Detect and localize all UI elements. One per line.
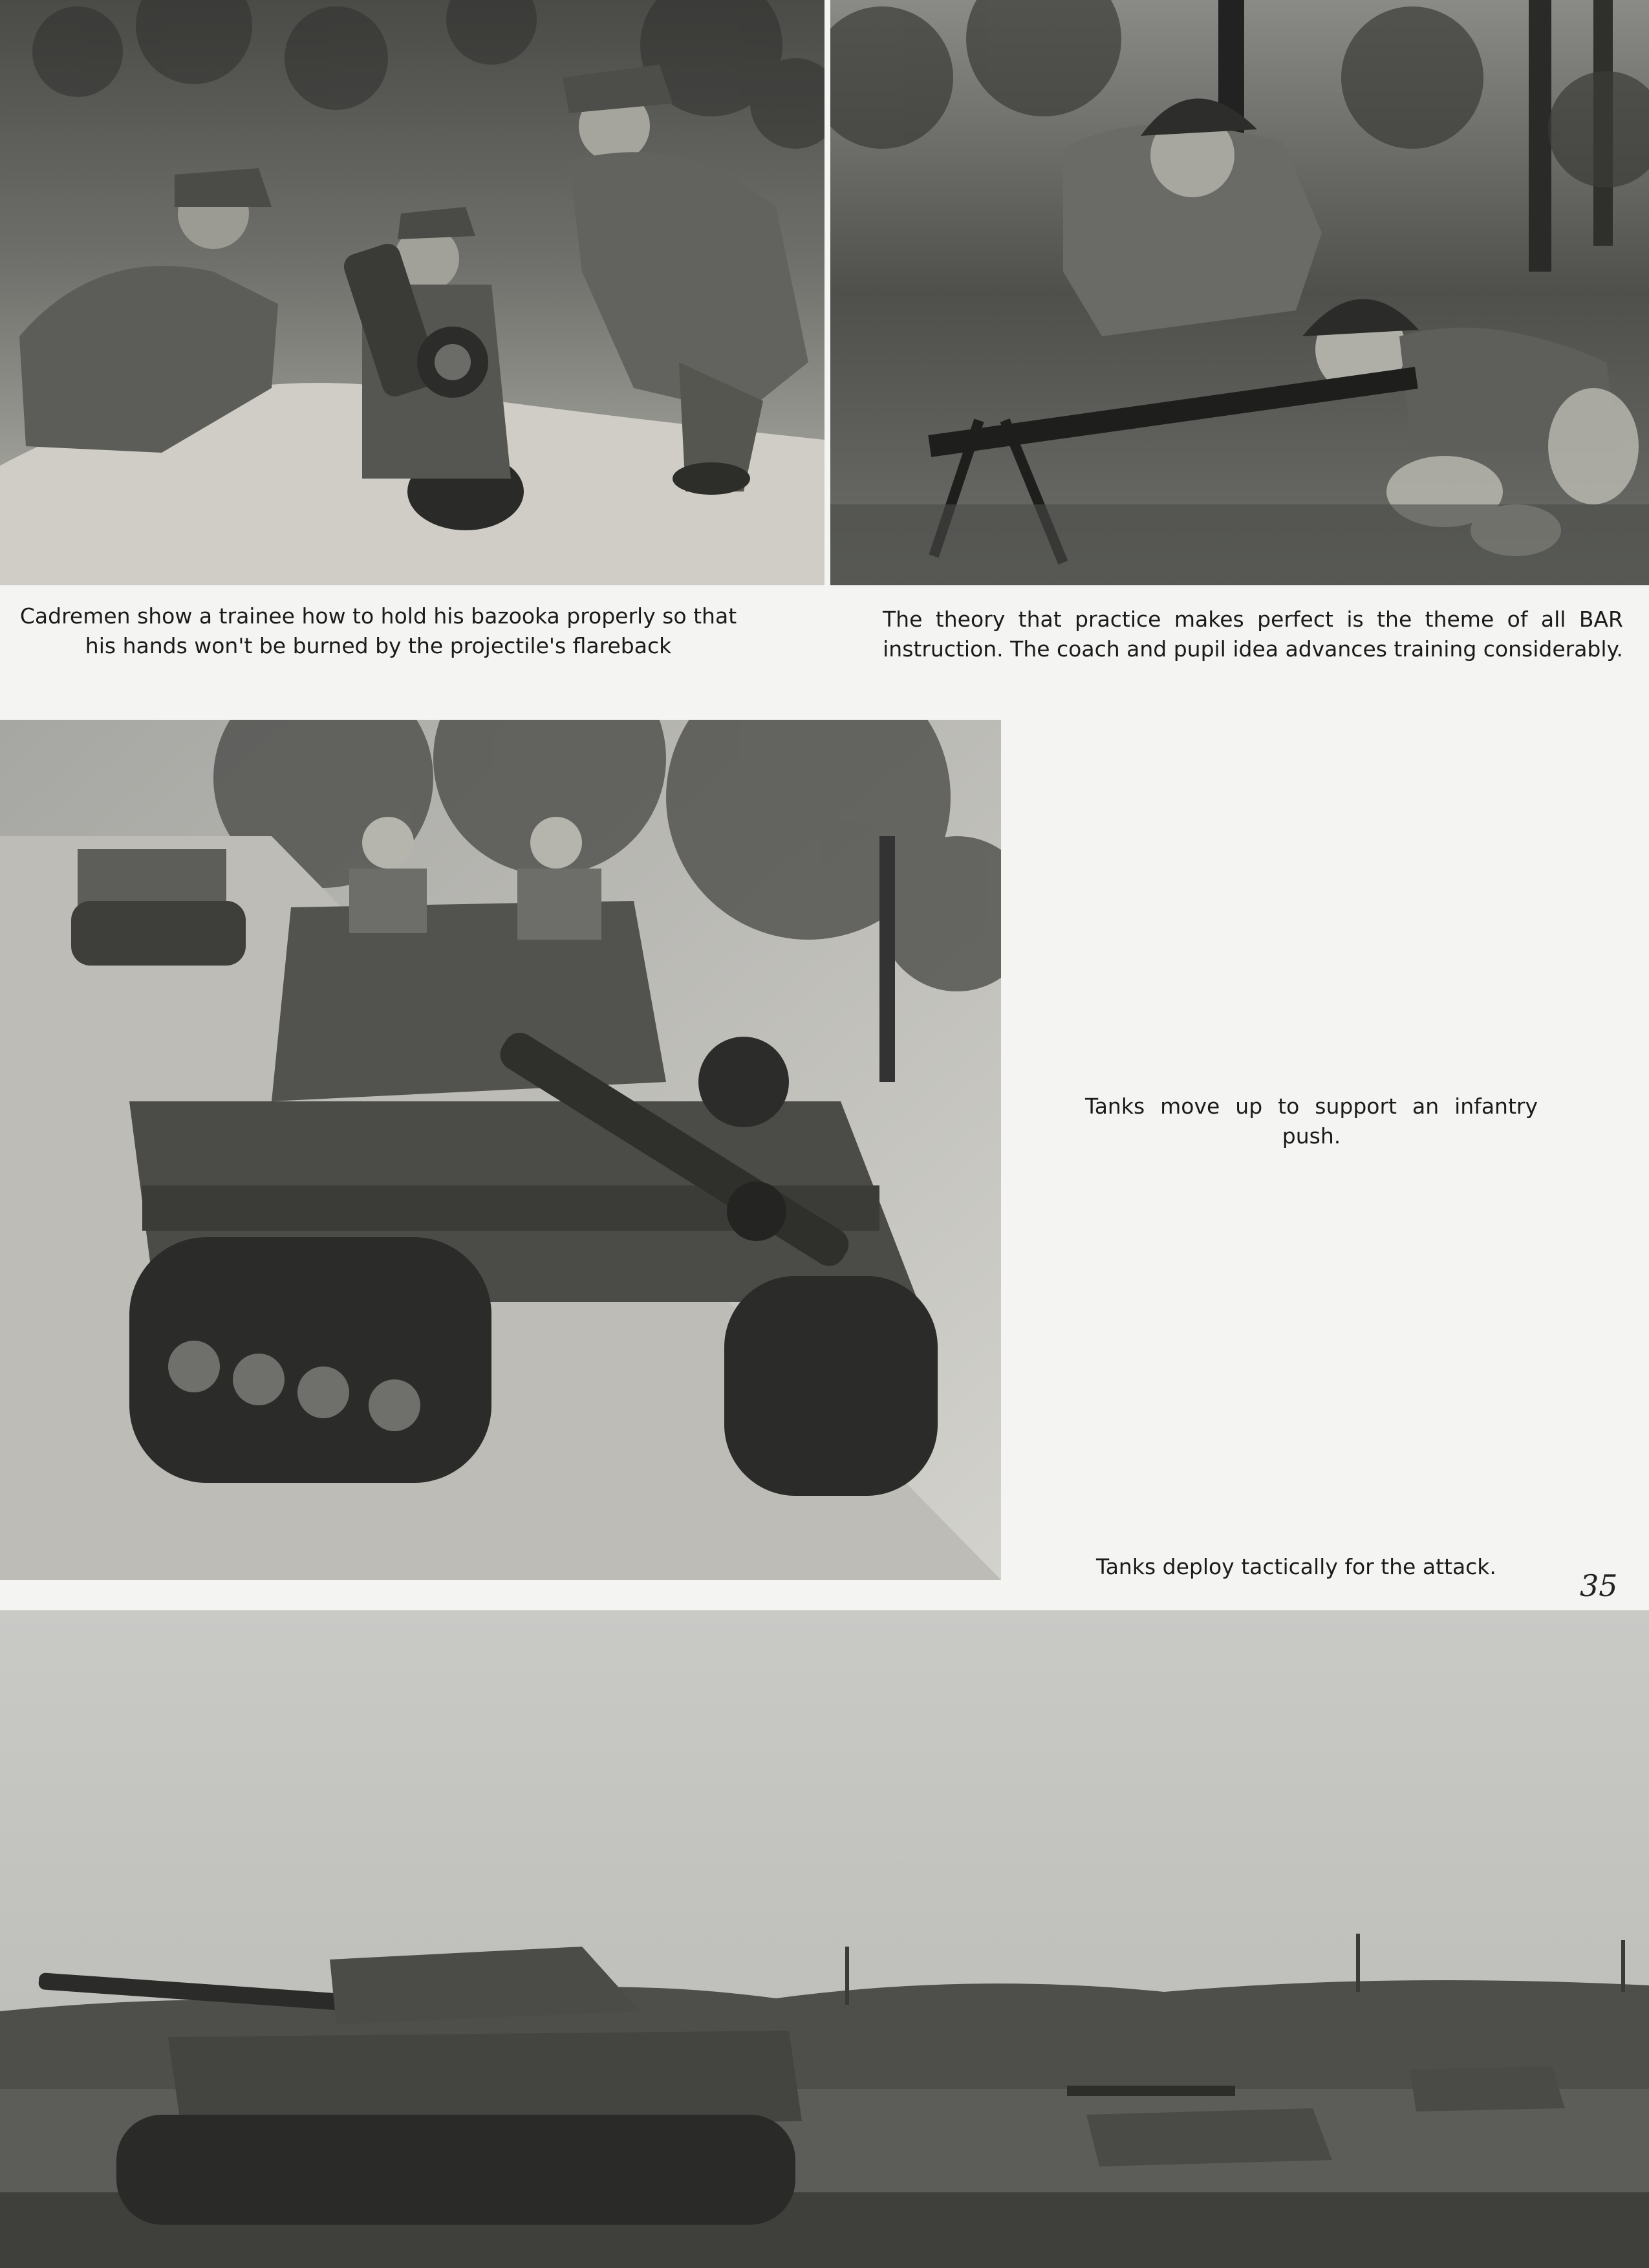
bar-instruction-photo: [830, 0, 1649, 585]
tanks-deploy-caption: Tanks deploy tactically for the attack.: [1096, 1554, 1496, 1579]
tanks-move-caption: Tanks move up to support an infantry push.: [1085, 1094, 1538, 1149]
bazooka-caption: Cadremen show a trainee how to hold his bazooka properly so that his hands won't be burned by the projectile's flareback: [19, 603, 737, 658]
bar-caption: The theory that practice makes perfect is the theme of all BAR instruction. The coach and pupil idea advances training considerably.: [883, 607, 1623, 662]
tanks-field-photo: [0, 1610, 1649, 2268]
tank-road-photo: [0, 720, 1001, 1580]
page-number: 35: [1580, 1568, 1618, 1603]
bazooka-instruction-photo: [0, 0, 824, 585]
